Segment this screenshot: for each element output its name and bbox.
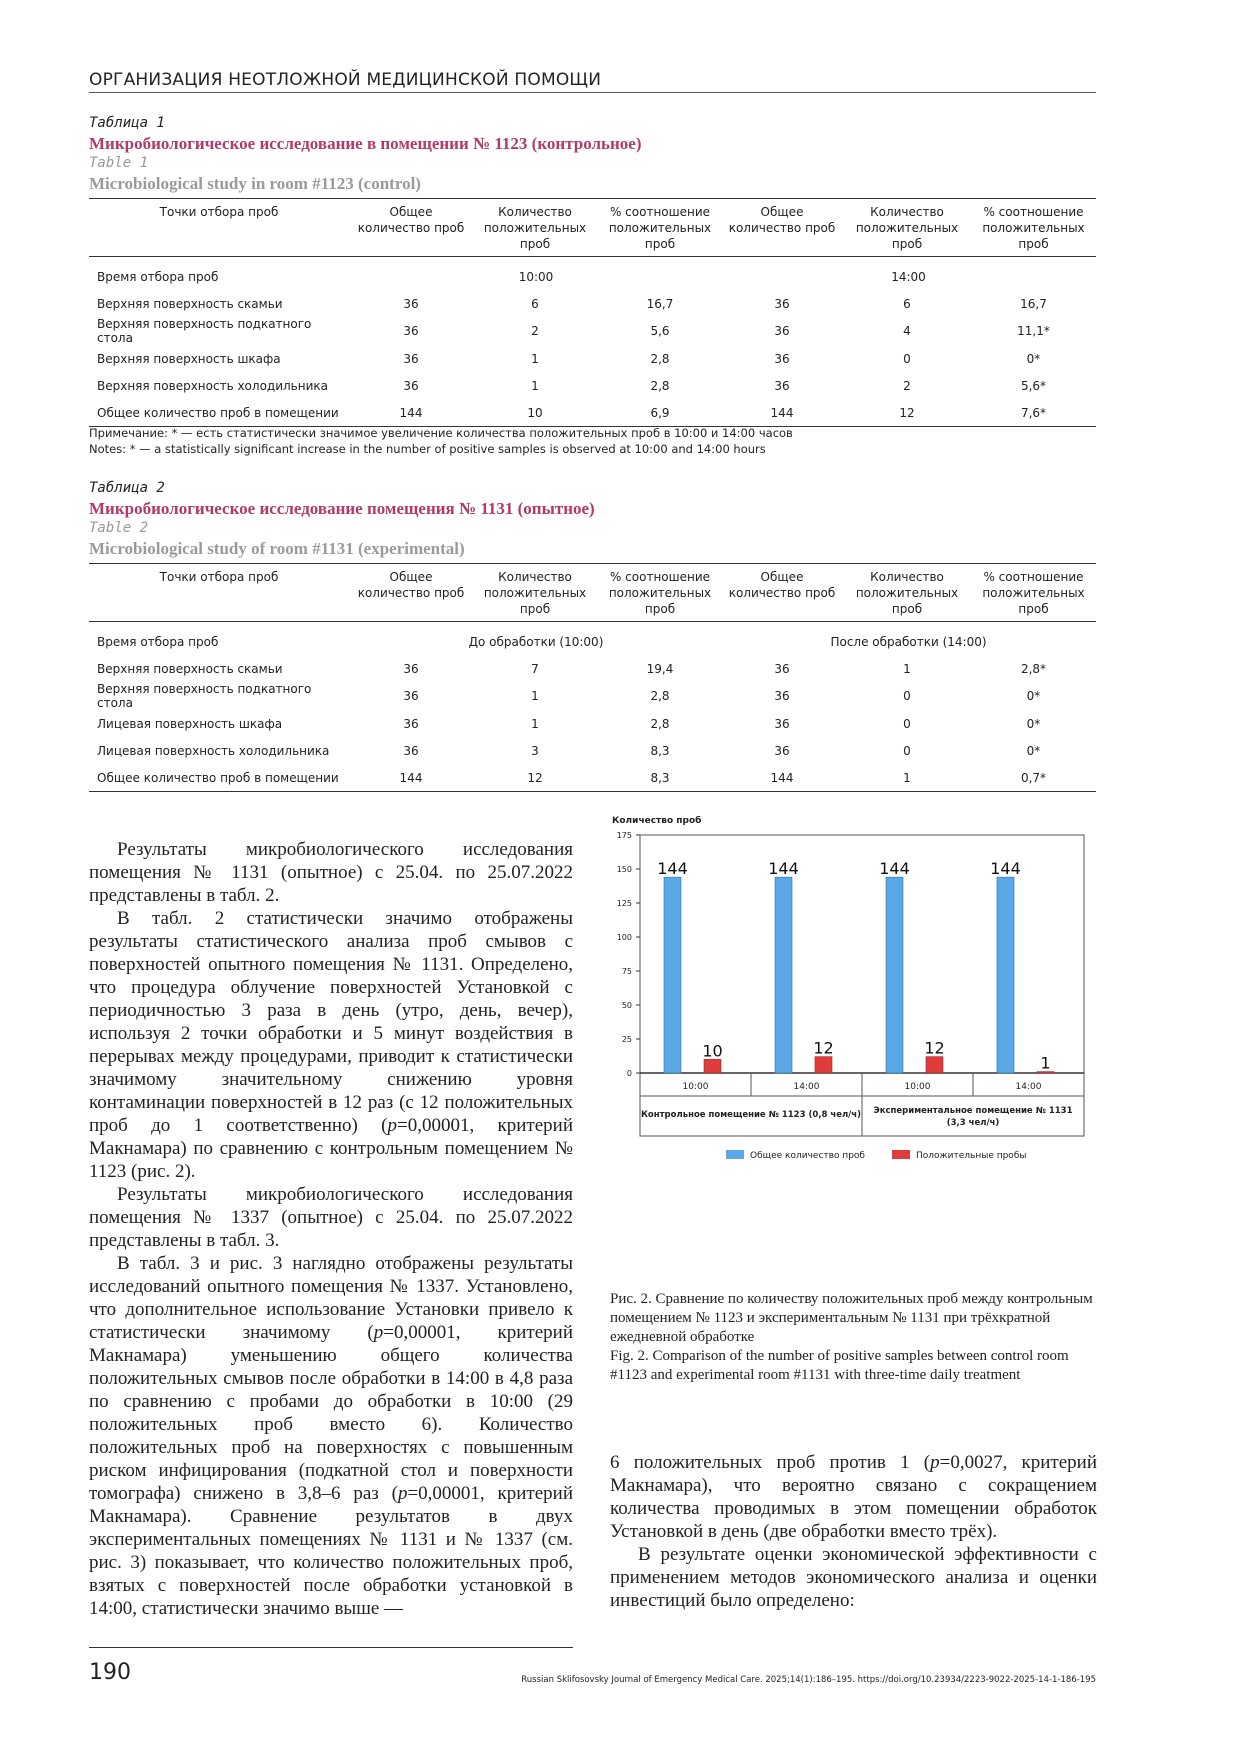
table1 [89, 198, 1096, 427]
data-label-total: 144 [768, 859, 799, 879]
table-cell: 5,6* [1020, 378, 1047, 393]
table-cell: 2 [903, 378, 911, 393]
table-cell: 36 [403, 689, 419, 703]
table-cell: 6 [903, 296, 911, 311]
table-cell: 36 [774, 716, 790, 731]
table-row [89, 682, 1096, 710]
row-label: Общее количество проб в помещении [97, 405, 339, 420]
table-cell: 36 [403, 324, 419, 338]
row-label: Верхняя поверхность шкафа [97, 351, 281, 366]
text-span: =0,0027, критерий Макнамара), что вероятно связано с сокращением количества проводимых в этом помещении обработок Установкой в день (две обработки вместо трёх). [610, 1452, 1098, 1542]
time-row [89, 257, 1096, 291]
table-cell: 2 [531, 324, 539, 338]
table-cell: 16,7 [1020, 296, 1047, 311]
legend-label: Положительные пробы [916, 1151, 1027, 1161]
table-header-row [89, 564, 1096, 622]
row-label: Верхняя поверхность скамьи [97, 661, 283, 676]
p-symbol: p [397, 1483, 408, 1504]
table-cell: 19,4 [646, 661, 674, 676]
bar-positive [926, 1057, 943, 1073]
column-header: Количество положительных проб [855, 570, 959, 616]
data-label-positive: 1 [1040, 1053, 1051, 1073]
table-cell: 1 [903, 661, 911, 676]
table-cell: 8,3 [650, 743, 670, 758]
y-tick-label: 150 [616, 865, 632, 874]
time-before: До обработки (10:00) [468, 634, 604, 649]
table1-notes [89, 425, 1096, 457]
table-cell: 1 [531, 716, 539, 731]
bar-positive [704, 1059, 721, 1073]
table-cell: 7 [531, 661, 539, 676]
column-header: Общее количество проб [357, 205, 465, 235]
table-header-row [89, 199, 1096, 257]
table2-title-en: Microbiological study of room #1131 (experimental) [89, 539, 465, 558]
time-after: 14:00 [891, 269, 926, 284]
table-cell: 0* [1026, 689, 1041, 703]
table-cell: 36 [774, 324, 790, 338]
running-header: ОРГАНИЗАЦИЯ НЕОТЛОЖНОЙ МЕДИЦИНСКОЙ ПОМОЩИ [89, 70, 1096, 93]
table-cell: 4 [903, 324, 911, 338]
time-row [89, 622, 1096, 656]
table2 [89, 563, 1096, 792]
paragraph [610, 1451, 1097, 1543]
table-row [89, 737, 1096, 764]
right-text-column [610, 1451, 1097, 1612]
table-cell: 36 [774, 689, 790, 703]
table1-label-ru: Таблица 1 [89, 115, 165, 131]
p-symbol: p [387, 1115, 398, 1136]
citation: Russian Sklifosovsky Journal of Emergency Medical Care. 2025;14(1):186–195. https://doi.org/10.23934/2223-9022-2025-14-1-186-195 [521, 1675, 1096, 1685]
table-cell: 3 [531, 743, 539, 758]
table-cell: 0,7* [1020, 770, 1047, 785]
figure-2-chart [610, 813, 1097, 1283]
table-cell: 1 [531, 351, 539, 366]
group-label-sub: (3,3 чел/ч) [946, 1118, 1000, 1128]
column-header: % соотношение положительных проб [982, 570, 1085, 616]
y-tick-label: 75 [621, 967, 632, 976]
text-span: В табл. 2 статистически значимо отображены результаты статистического анализа проб смывов с поверхностей опытного помещения № 1131. Определено, что процедура облучение поверхностей Установкой с периодичностью 3 раза в день (утро, день, вечер), используя 2 точки обработки и 5 минут воздействия в перерывах между процедурами, приводит к статистически значимому значительному снижению уровня контаминации поверхностей в 12 раз (с 12 положительных проб до 1 соответственно) ( [89, 908, 573, 1136]
time-before: 10:00 [518, 269, 554, 284]
table1-caption [89, 114, 1096, 194]
group-label: Контрольное помещение № 1123 (0,8 чел/ч) [640, 1110, 862, 1120]
table-cell: 36 [403, 661, 419, 676]
column-header: % соотношение положительных проб [608, 205, 712, 251]
column-header: Количество положительных проб [483, 205, 587, 251]
figure-2-caption [610, 1290, 1097, 1385]
table1-title-en: Microbiological study in room #1123 (control) [89, 174, 421, 193]
column-header: Общее количество проб [357, 570, 465, 600]
table-row [89, 655, 1096, 682]
table-cell: 0* [1026, 716, 1041, 731]
text-span: =0,00001, критерий Макнамара). Сравнение результатов в двух экспериментальных помещениях № 1131 и № 1337 (см. рис. 3) показывает, что количество положительных проб, взятых с поверхностей после обработки установкой в 14:00, статистически значимо выше — [89, 1483, 573, 1619]
table-cell: 12 [527, 770, 543, 785]
table-cell: 0 [903, 716, 911, 731]
column-header: Точки отбора проб [159, 205, 279, 219]
column-header: Общее количество проб [728, 205, 836, 235]
x-tick-label: 14:00 [793, 1082, 820, 1092]
table-cell: 36 [403, 378, 419, 393]
table-cell: 144 [770, 770, 794, 785]
table-cell: 2,8 [650, 378, 670, 393]
legend-label: Общее количество проб [750, 1151, 865, 1161]
column-header: % соотношение положительных проб [982, 205, 1085, 251]
table-row [89, 399, 1096, 427]
row-label: Верхняя поверхность подкатного стола [97, 317, 312, 345]
row-label: Верхняя поверхность холодильника [97, 378, 328, 393]
paragraph: В результате оценки экономической эффективности с применением методов экономического анализа и оценки инвестиций было определено: [610, 1544, 1097, 1611]
table2-title-ru: Микробиологическое исследование помещения № 1131 (опытное) [89, 499, 595, 518]
table-cell: 0 [903, 743, 911, 758]
bar-total [664, 877, 681, 1073]
column-header: Общее количество проб [728, 570, 836, 600]
y-tick-label: 100 [616, 933, 632, 942]
table-row [89, 345, 1096, 372]
table-row [89, 290, 1096, 317]
table-cell: 36 [774, 743, 790, 758]
table-row [89, 710, 1096, 737]
bar-chart-svg [610, 813, 1097, 1283]
figure-caption-en: Fig. 2. Comparison of the number of positive samples between control room #1123 and experimental room #1131 with three-time daily treatment [610, 1348, 1069, 1383]
left-text-column [89, 838, 573, 1620]
table-cell: 8,3 [650, 770, 670, 785]
p-symbol: p [930, 1452, 940, 1473]
time-row-label: Время отбора проб [97, 634, 219, 649]
table-cell: 0 [903, 689, 911, 703]
table-cell: 36 [403, 351, 419, 366]
table-cell: 36 [403, 716, 419, 731]
table-cell: 2,8 [650, 716, 670, 731]
table1-note-en: Notes: * — a statistically significant increase in the number of positive samples is observed at 10:00 and 14:00 hours [89, 442, 766, 456]
table1-label-en: Table 1 [89, 155, 149, 171]
row-label: Верхняя поверхность скамьи [97, 296, 283, 311]
table-cell: 6 [531, 296, 539, 311]
column-header: Количество положительных проб [855, 205, 959, 251]
data-label-total: 144 [879, 859, 910, 879]
paragraph: Результаты микробиологического исследования помещения № 1337 (опытное) с 25.04. по 25.07.2022 представлены в табл. 3. [89, 1184, 573, 1251]
table-cell: 36 [774, 661, 790, 676]
data-label-positive: 12 [813, 1038, 834, 1058]
table-cell: 12 [899, 405, 915, 420]
table-cell: 144 [770, 405, 794, 420]
table-row [89, 372, 1096, 399]
row-label: Общее количество проб в помещении [97, 770, 339, 785]
row-label: Лицевая поверхность холодильника [97, 743, 330, 758]
data-label-total: 144 [990, 859, 1021, 879]
legend-swatch [726, 1150, 744, 1159]
bar-total [775, 877, 792, 1073]
table-cell: 0 [903, 351, 911, 366]
time-after: После обработки (14:00) [830, 634, 987, 649]
row-label: Верхняя поверхность подкатного стола [97, 682, 312, 710]
data-label-positive: 10 [702, 1041, 723, 1061]
y-tick-label: 0 [626, 1069, 632, 1078]
x-tick-label: 14:00 [1015, 1082, 1042, 1092]
table-cell: 36 [403, 296, 419, 311]
table2-label-en: Table 2 [89, 520, 149, 536]
table-cell: 6,9 [650, 405, 670, 420]
table-cell: 36 [403, 743, 419, 758]
bar-total [886, 877, 903, 1073]
table2-caption [89, 479, 1096, 559]
table1-title-ru: Микробиологическое исследование в помещении № 1123 (контрольное) [89, 134, 642, 153]
table-row [89, 317, 1096, 345]
table-cell: 36 [774, 378, 790, 393]
table2-label-ru: Таблица 2 [89, 480, 165, 496]
table-cell: 144 [399, 770, 423, 785]
y-tick-label: 25 [621, 1035, 632, 1044]
table-cell: 2,8 [650, 689, 670, 703]
data-label-positive: 12 [924, 1038, 945, 1058]
text-span: В табл. 3 и рис. 3 наглядно отображены результаты исследований опытного помещения № 1337. Установлено, что дополнительное использование Установки привело к статистически значимому ( [89, 1253, 573, 1343]
column-header: Количество положительных проб [483, 570, 587, 616]
column-header: % соотношение положительных проб [608, 570, 712, 616]
table-cell: 36 [774, 296, 790, 311]
table-cell: 1 [531, 689, 539, 703]
text-span: 6 положительных проб против 1 ( [610, 1452, 931, 1473]
group-label: Экспериментальное помещение № 1131 [873, 1106, 1073, 1116]
row-label: Лицевая поверхность шкафа [97, 716, 283, 731]
y-axis-label: Количество проб [612, 816, 702, 826]
figure-caption-ru: Рис. 2. Сравнение по количеству положительных проб между контрольным помещением № 1123 и экспериментальным № 1131 при трёхкратной ежедневной обработке [610, 1291, 1093, 1345]
table-cell: 36 [774, 351, 790, 366]
table-cell: 10 [527, 405, 543, 420]
x-tick-label: 10:00 [682, 1082, 709, 1092]
paragraph [89, 907, 573, 1183]
table-cell: 7,6* [1020, 405, 1047, 420]
data-label-total: 144 [657, 859, 688, 879]
y-tick-label: 175 [616, 831, 632, 840]
y-tick-label: 125 [616, 899, 632, 908]
table-cell: 0* [1026, 743, 1041, 758]
text-span: =0,00001, критерий Макнамара) по сравнению с контрольным помещением № 1123 (рис. 2). [89, 1115, 573, 1182]
bar-total [997, 877, 1014, 1073]
table-row [89, 764, 1096, 792]
table-cell: 5,6 [650, 324, 670, 338]
legend-swatch [892, 1150, 910, 1159]
table1-note-ru: Примечание: * — есть статистически значимое увеличение количества положительных проб в 10:00 и 14:00 часов [89, 426, 793, 440]
table-cell: 2,8* [1020, 661, 1047, 676]
table-cell: 1 [903, 770, 911, 785]
y-tick-label: 50 [621, 1001, 632, 1010]
x-tick-label: 10:00 [904, 1082, 931, 1092]
table-cell: 1 [531, 378, 539, 393]
table-cell: 16,7 [646, 296, 674, 311]
text-span: =0,00001, критерий Макнамара) уменьшению общего количества положительных смывов после обработки в 14:00 в 4,8 раза по сравнению с пробами до обработки в 10:00 (29 положительных проб вместо 6). Количество положительных проб на поверхностях с повышенным риском инфицирования (подкатной стол и поверхности томографа) снижено в 3,8–6 раз ( [89, 1322, 573, 1504]
bar-positive [815, 1057, 832, 1073]
time-row-label: Время отбора проб [97, 269, 219, 284]
table-cell: 144 [399, 405, 423, 420]
paragraph [89, 1252, 573, 1620]
page-number: 190 [89, 1660, 131, 1685]
p-symbol: p [373, 1322, 384, 1343]
footer-rule [89, 1647, 573, 1648]
paragraph: Результаты микробиологического исследования помещения № 1131 (опытное) с 25.04. по 25.07.2022 представлены в табл. 2. [89, 839, 573, 906]
column-header: Точки отбора проб [159, 570, 279, 584]
table-cell: 11,1* [1017, 324, 1050, 338]
table-cell: 2,8 [650, 351, 670, 366]
table-cell: 0* [1026, 351, 1041, 366]
